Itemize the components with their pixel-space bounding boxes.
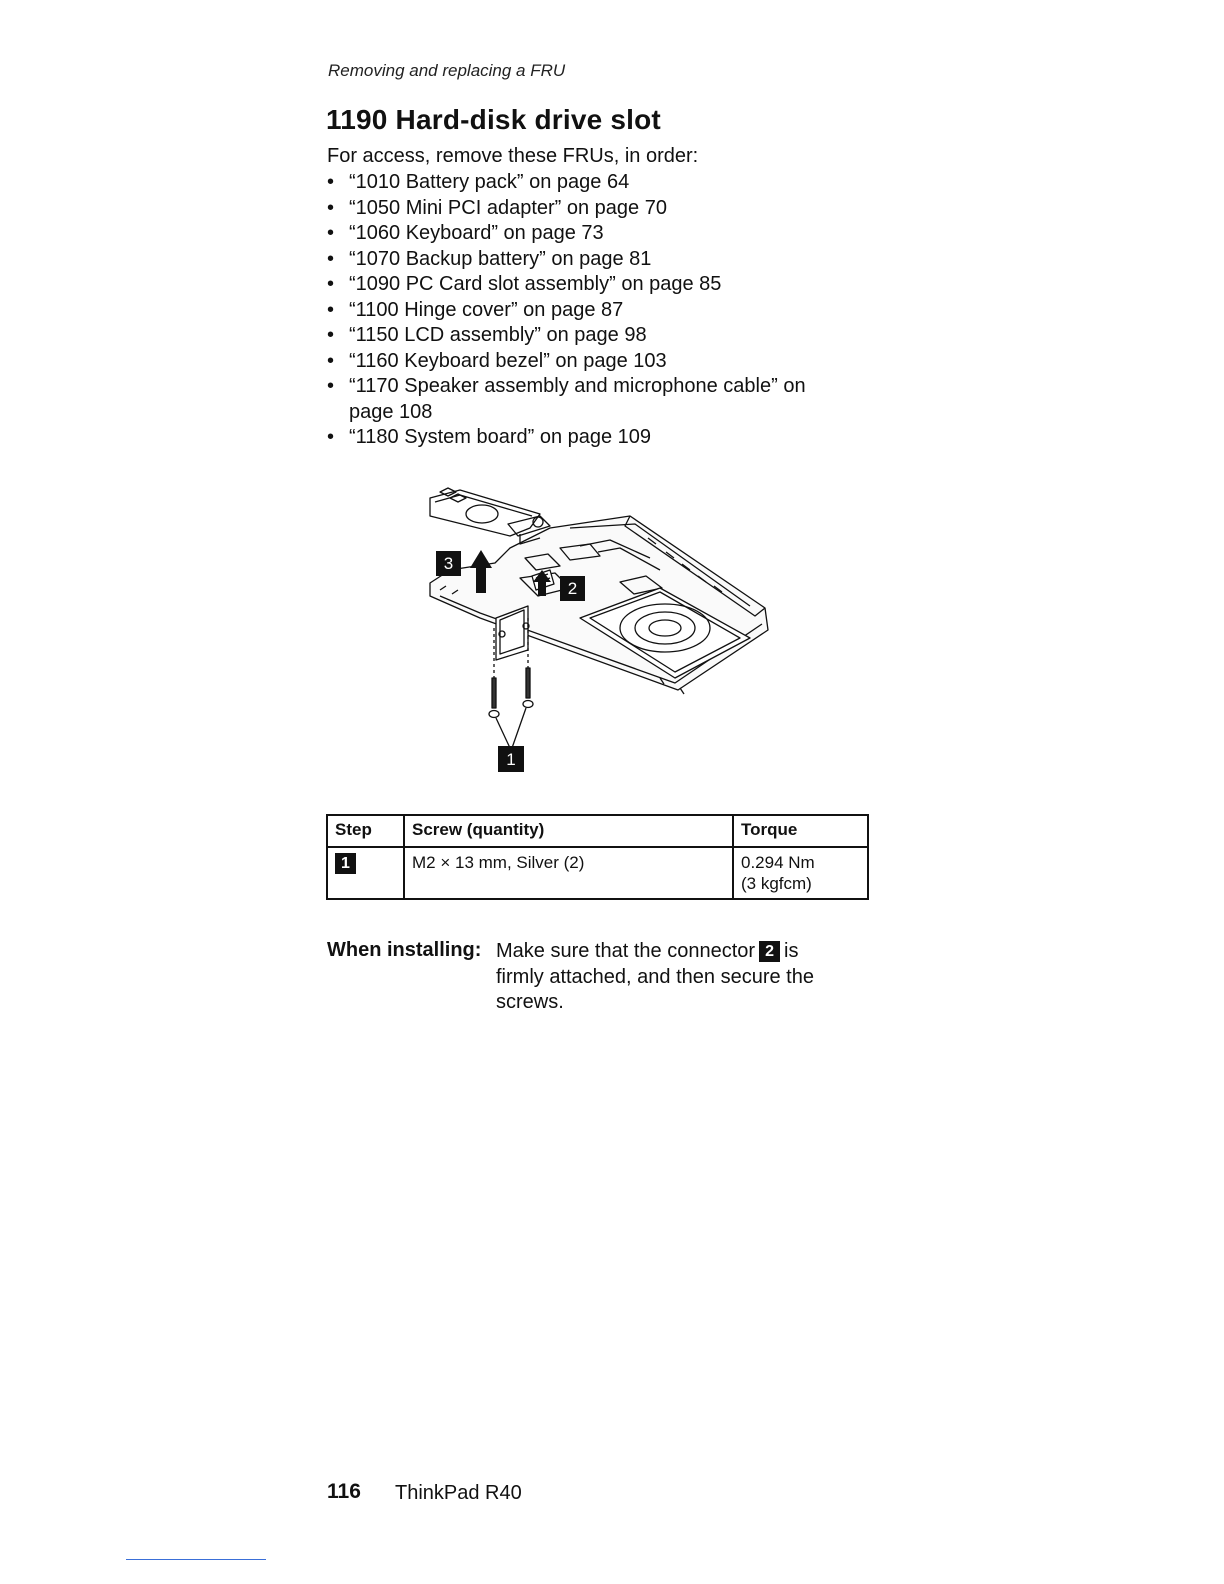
torque-cell [733,847,868,899]
bullet-icon: • [327,273,335,295]
install-note-text [496,939,836,1016]
fru-list-item [327,272,847,298]
table-header-row [327,815,868,847]
fru-list-item [327,247,847,273]
fru-link[interactable]: “1180 System board” on page 109 [349,426,652,448]
fru-list-item [327,374,847,425]
fru-link[interactable]: “1050 Mini PCI adapter” on page 70 [349,196,667,219]
table-row [327,847,868,899]
bullet-icon: • [327,324,335,346]
fru-list-item [327,298,847,324]
header-torque: Torque [733,815,868,847]
intro-text: For access, remove these FRUs, in order: [327,145,699,167]
bullet-icon: • [327,247,335,270]
bullet-icon: • [327,196,335,219]
install-text-before: Make sure that the connector [496,940,756,962]
bullet-icon: • [327,349,335,372]
fru-list-item [327,221,847,247]
fru-link[interactable]: “1170 Speaker assembly and microphone cable” on page 108 [349,375,806,423]
screw-cell: M2 × 13 mm, Silver (2) [404,847,733,899]
header-screw: Screw (quantity) [404,815,733,847]
section-title: 1190 Hard-disk drive slot [326,104,661,135]
lifted-board [430,488,550,544]
chassis-tray [430,516,768,694]
connector-callout: 2 [759,941,780,962]
removal-illustration [420,478,780,778]
bullet-icon: • [327,375,335,397]
callout-2 [560,576,585,601]
callout-1-leader [496,718,510,748]
fru-link[interactable]: “1090 PC Card slot assembly” on page 85 [349,273,722,295]
torque-value-alt: (3 kgfcm) [741,874,812,893]
callout-3 [436,551,461,576]
fru-list [327,170,847,451]
fru-link[interactable]: “1150 LCD assembly” on page 98 [349,324,647,346]
callout-3-label: 3 [443,554,454,573]
bullet-icon: • [327,426,335,448]
bullet-icon: • [327,171,335,193]
install-note-label: When installing: [327,939,482,961]
product-name: ThinkPad R40 [395,1482,522,1504]
screw-table [326,814,869,900]
fru-list-item [327,170,847,196]
fru-link[interactable]: “1060 Keyboard” on page 73 [349,222,604,244]
fru-list-item [327,349,847,375]
header-step: Step [327,815,404,847]
callout-1-leader [512,708,526,748]
step-callout: 1 [335,853,356,874]
fru-list-item [327,323,847,349]
fru-list-item [327,425,847,451]
install-text-after: is firmly attached, and then secure the screws. [496,940,814,1013]
bullet-icon: • [327,222,335,244]
torque-value: 0.294 Nm [741,853,815,872]
running-header: Removing and replacing a FRU [328,61,566,80]
fru-link[interactable]: “1070 Backup battery” on page 81 [349,247,652,270]
callout-1 [498,746,524,772]
bottom-rule [126,1559,266,1560]
callout-1-label: 1 [506,750,516,769]
page-number: 116 [327,1480,361,1503]
step-cell [327,847,404,899]
callout-2-label: 2 [567,579,578,598]
fru-list-item [327,196,847,222]
fru-link[interactable]: “1100 Hinge cover” on page 87 [349,298,624,321]
fru-link[interactable]: “1160 Keyboard bezel” on page 103 [349,349,667,372]
bullet-icon: • [327,298,335,321]
fru-link[interactable]: “1010 Battery pack” on page 64 [349,171,630,193]
